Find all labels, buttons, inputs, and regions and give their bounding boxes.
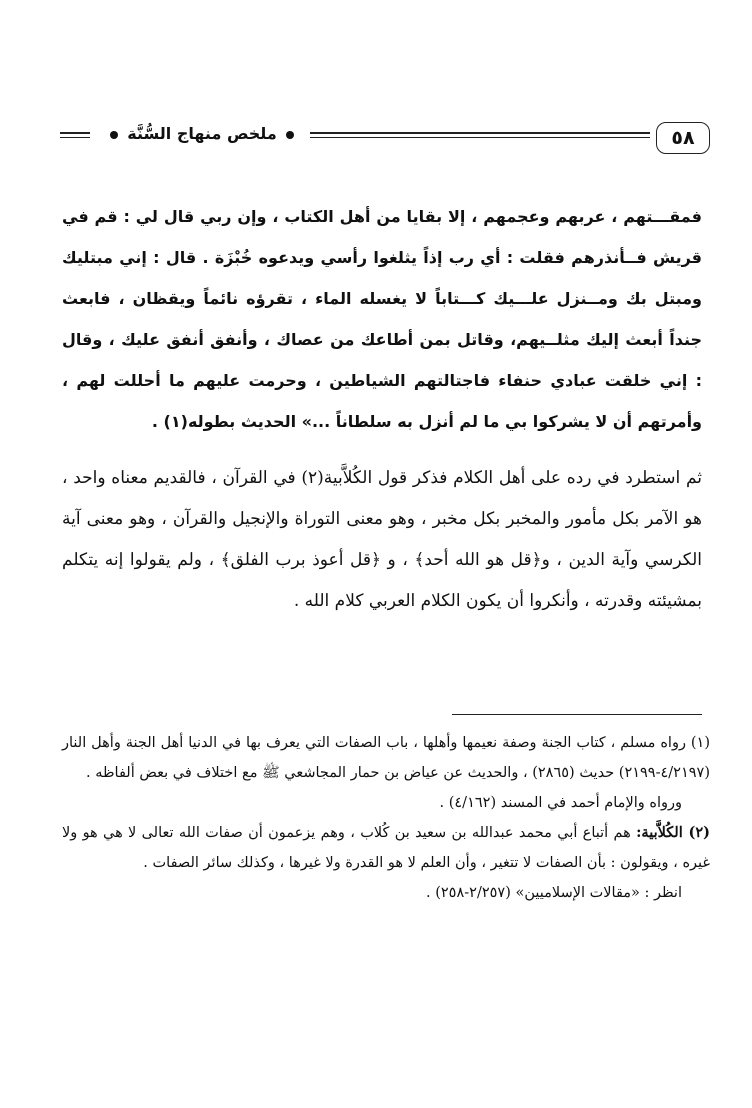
header-rule-left: [60, 132, 90, 134]
bullet-icon: [286, 131, 294, 139]
bullet-icon: [110, 131, 118, 139]
header-rule-right-thin: [310, 137, 650, 138]
running-title: [102, 124, 302, 143]
footnotes: [62, 728, 710, 908]
page-header: [60, 122, 710, 158]
footnote-2-body: [62, 818, 710, 878]
footnote-1: [62, 728, 710, 818]
footnote-2-text: هم أتباع أبي محمد عبدالله بن سعيد بن كُلاب ، وهم يزعمون أن صفات الله تعالى لا هي هو ولا غيره ، ويقولون : بأن الصفات لا تتغير ، وأن العلم لا هو القدرة ولا غيرها ، وكذلك سائر الصفات .: [62, 825, 710, 871]
header-rule-left-thin: [60, 137, 90, 138]
header-rule-right: [310, 132, 650, 134]
footnote-2-reference: انظر : «مقالات الإسلاميين» (٢/٢٥٧-٢٥٨) .: [426, 885, 682, 901]
footnote-separator: [452, 714, 702, 715]
footnote-2-term: (٢) الكُلاَّبية:: [636, 824, 710, 841]
footnote-1-text: (١) رواه مسلم ، كتاب الجنة وصفة نعيمها وأهلها ، باب الصفات التي يعرف بها في الدنيا أهل الجنة وأهل النار (٤/٢١٩٧-٢١٩٩) حديث (٢٨٦٥) ، والحديث عن عياض بن حمار المجاشعي ﷺ مع اختلاف في بعض ألفاظه .: [62, 735, 710, 781]
page-number: ٥٨: [656, 122, 710, 154]
body-paragraph-1: فمقـــتهم ، عربهم وعجمهم ، إلا بقايا من أهل الكتاب ، وإن ربي قال لي : قم في قريش فــأنذرهم فقلت : أي رب إذاً يثلغوا رأسي ويدعوه خُبْزَة . قال : إني مبتليك ومبتل بك ومــنزل علـــيك كـــتاباً لا يغسله الماء ، تقرؤه نائماً ويقظان ، فابعث جنداً أبعث إليك مثلــيهم، وقاتل بمن أطاعك من عصاك ، وأنفق أنفق عليك ، وقال : إني خلقت عبادي حنفاء فاجتالتهم الشياطين ، وحرمت عليهم ما أحللت لهم ، وأمرتهم أن لا يشركوا بي ما لم أنزل به سلطاناً ...» الحديث بطوله(١) .: [62, 207, 702, 431]
body-paragraph-2: ثم استطرد في رده على أهل الكلام فذكر قول الكُلاَّبية(٢) في القرآن ، فالقديم معناه واحد ، هو الآمر بكل مأمور والمخبر بكل مخبر ، وهو معنى التوراة والإنجيل والقرآن ، وهو معنى آية الكرسي وآية الدين ، و﴿قل هو الله أحد﴾ ، و ﴿قل أعوذ برب الفلق﴾ ، ولم يقولوا إنه يتكلم بمشيئته وقدرته ، وأنكروا أن يكون الكلام العربي كلام الله .: [62, 468, 702, 611]
footnote-1-addendum: ورواه والإمام أحمد في المسند (٤/١٦٢) .: [439, 795, 682, 811]
running-title-text: ملخص منهاج السُّنَّة: [127, 124, 277, 143]
footnote-2: [62, 818, 710, 908]
